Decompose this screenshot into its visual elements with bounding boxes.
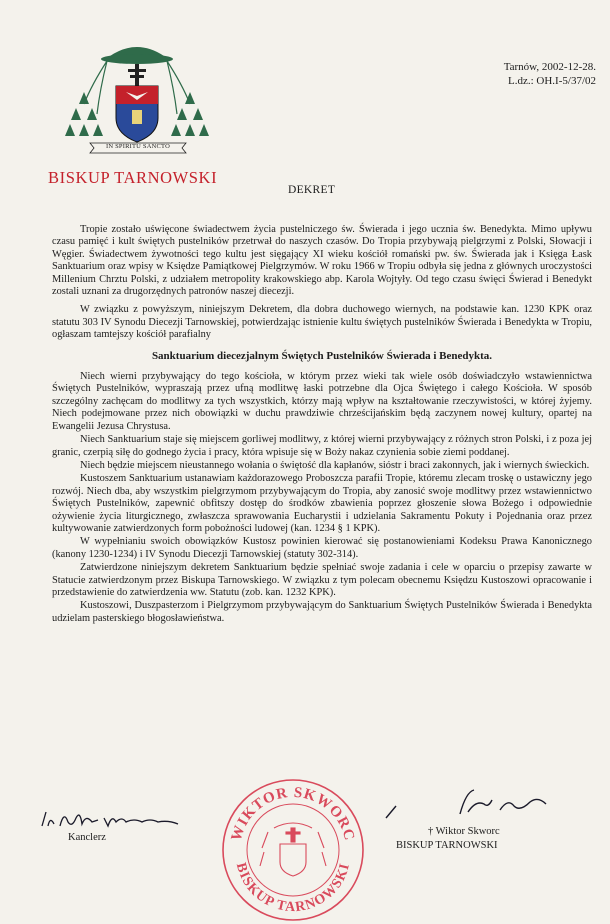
bishop-signature [380, 782, 560, 822]
decree-body [52, 224, 592, 631]
bishop-title: BISKUP TARNOWSKI [396, 840, 498, 851]
reference-number: L.dz.: OH.I-5/37/02 [508, 75, 596, 87]
paragraph-custodian: Kustoszem Sanktuarium ustanawiam każdorazowego Proboszcza parafii Tropie, któremu zlecam troskę o ustawiczny jego rozwój. Niech dba, aby wszystkim pielgrzymom przybywającym do Tropia, aby zanosić swoje modlitwy przez wstawiennictwo Świętych Pustelników, zapewnić obfitszy dostęp do środków zbawienia poprzez głoszenie słowa Bożego i odpowiednie ożywienie życia liturgicznego, zwłaszcza sprawowania Eucharystii i udzielania Sakramentu Pokuty i Pojednania oraz przez kultywowanie zatwierdzonych form pobożności ludowej (kan. 1234 § 1 KPK). [52, 473, 592, 534]
paragraph-proclamation: W związku z powyższym, niniejszym Dekretem, dla dobra duchowego wiernych, na podstawie kan. 1230 KPK oraz statutu 303 IV Synodu Diecezji Tarnowskiej, potwierdzając istnienie kultu świętych pustelników Świerada i Benedykta w Tropiu, ogłaszam tamtejszy kościół parafialny [52, 304, 592, 341]
bishop-name: † Wiktor Skworc [428, 826, 500, 837]
sanctuary-heading: Sanktuarium diecezjalnym Świętych Pustelników Świerada i Benedykta. [151, 349, 493, 362]
issuer-heading: BISKUP TARNOWSKI [48, 168, 218, 187]
motto-text: IN SPIRITU SANCTO [106, 143, 170, 150]
place-date-block [504, 60, 596, 88]
paragraph-history: Tropie zostało uświęcone świadectwem życia pustelniczego św. Świerada i jego ucznia św. Benedykta. Mimo upływu czasu pamięć i kult świętych pustelników przetrwał do naszych czasów. Do Tropia przybywają pielgrzymi z Polski, Słowacji i Węgier. Świadectwem żywotności tego kultu jest sięgający XI wieku kościół romański pw. św. Świerada jak i Księga Łask Sanktuarium oraz wpisy w Księdze Pamiątkowej Pielgrzymów. W roku 1966 w Tropiu odbyła się jedna z głównych uroczystości Millenium Chrztu Polski, z udziałem metropolity krakowskiego abp. Karola Wojtyły. Od tego czasu święci Świerad i Benedykt zostali uznani za drugorzędnych patronów naszej diecezji. [52, 224, 592, 298]
place-date: Tarnów, 2002-12-28. [503, 61, 596, 73]
paragraph-duties: W wypełnianiu swoich obowiązków Kustosz powinien kierować się postanowieniami Kodeksu Prawa Kanonicznego (kanony 1230-1234) i IV Synodu Diecezji Tarnowskiej (statuty 302-314). [52, 536, 592, 560]
chancellor-signature [38, 804, 188, 834]
episcopal-seal-stamp [218, 770, 368, 924]
seal-text-top: WIKTOR SKWORC [228, 784, 358, 843]
paragraph-statute: Zatwierdzone niniejszym dekretem Sanktuarium będzie spełniać swoje zadania i cele w oparciu o przepisy zawarte w Statucie zatwierdzonym przez Biskupa Tarnowskiego. W związku z tym polecam obecnemu Księdzu Kustoszowi opracowanie i przedstawienie do zatwierdzenia ww. Statutu (zob. kan. 1232 KPK). [52, 562, 592, 598]
paragraph-blessing: Kustoszowi, Duszpasterzom i Pielgrzymom przybywającym do Sanktuarium Świętych Pustelników Świerada i Benedykta udzielam pasterskiego błogosławieństwa. [52, 600, 592, 624]
paragraph-sanctuary-prayer: Niech Sanktuarium staje się miejscem gorliwej modlitwy, z której wierni przybywający z różnych stron Polski, i z poza jej granic, czerpią siłę do godnego życia i pracy, która wpisuje się w Boży nakaz czynienia sobie ziemi poddanej. [52, 434, 592, 458]
seal-text-bottom: BISKUP TARNOWSKI [232, 861, 354, 916]
paragraph-prayer: Niech wierni przybywający do tego kościoła, w którym przez wieki tak wiele osób doświadczyło wstawiennictwa Świętych Pustelników, wypraszają przez ufną modlitwę łaski potrzebne dla Ojca Świętego i całego Kościoła. W sposób szczególny zachęcam do modlitwy za tych wszystkich, którzy mają wpływ na kształtowanie rzeczywistości, w której żyjemy. Niech podejmowane przez nich obowiązki w duchu prawdziwie chrześcijańskim będą zaczynem nowej kultury, opartej na Ewangelii Jezusa Chrystusa. [52, 371, 592, 432]
document-title: DEKRET [288, 184, 336, 196]
paragraph-holiness: Niech będzie miejscem nieustannego wołania o świętość dla kapłanów, sióstr i braci zakonnych, jak i wiernych świeckich. [80, 459, 590, 471]
chancellor-title: Kanclerz [68, 832, 106, 843]
